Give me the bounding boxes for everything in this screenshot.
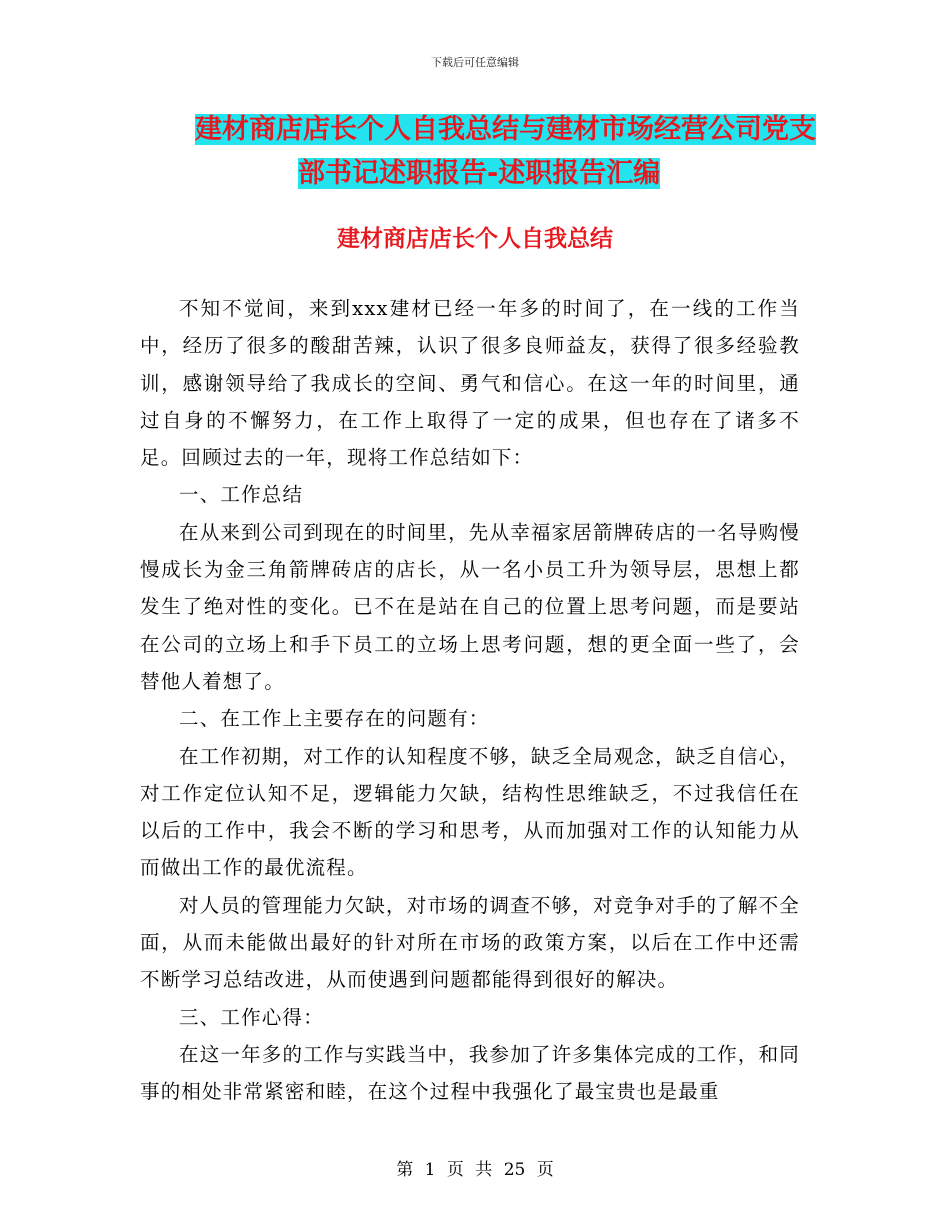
title-line-1-text: 建材商店店长个人自我总结与建材市场经营公司党支 [195,114,816,145]
document-title [150,108,830,196]
section-title: 建材商店店长个人自我总结 [337,226,613,252]
page-number-footer: 第 1 页 共 25 页 [396,1160,554,1180]
heading-problems: 二、在工作上主要存在的问题有： [179,707,490,731]
heading-experience: 三、工作心得： [179,1005,324,1029]
body-text [140,290,800,1111]
heading-work-summary: 一、工作总结 [179,483,304,507]
header-note: 下载后可任意编辑 [431,56,519,69]
title-line-2 [150,152,830,196]
title-line-2-text: 部书记述职报告-述职报告汇编 [298,158,661,189]
paragraph-problem-2: 对人员的管理能力欠缺，对市场的调查不够，对竞争对手的了解不全面，从而未能做出最好的针对所在市场的政策方案，以后在工作中还需不断学习总结改进，从而使遇到问题都能得到很好的解决。 [140,893,801,992]
paragraph-problem-1: 在工作初期，对工作的认知程度不够，缺乏全局观念，缺乏自信心，对工作定位认知不足，逻辑能力欠缺，结构性思维缺乏，不过我信任在以后的工作中，我会不断的学习和思考，从而加强对工作的认知能力从而做出工作的最优流程。 [140,744,801,880]
paragraph-experience: 在这一年多的工作与实践当中，我参加了许多集体完成的工作，和同事的相处非常紧密和睦，在这个过程中我强化了最宝贵也是最重 [140,1042,801,1104]
paragraph-intro: 不知不觉间，来到xxx建材已经一年多的时间了，在一线的工作当中，经历了很多的酸甜苦辣，认识了很多良师益友，获得了很多经验教训，感谢领导给了我成长的空间、勇气和信心。在这一年的时间里，通过自身的不懈努力，在工作上取得了一定的成果，但也存在了诸多不足。回顾过去的一年，现将工作总结如下： [140,297,800,470]
paragraph-work-summary: 在从来到公司到现在的时间里，先从幸福家居箭牌砖店的一名导购慢慢成长为金三角箭牌砖店的店长，从一名小员工升为领导层，思想上都发生了绝对性的变化。已不在是站在自己的位置上思考问题，而是要站在公司的立场上和手下员工的立场上思考问题，想的更全面一些了，会替他人着想了。 [140,520,801,693]
title-line-1 [150,108,830,152]
